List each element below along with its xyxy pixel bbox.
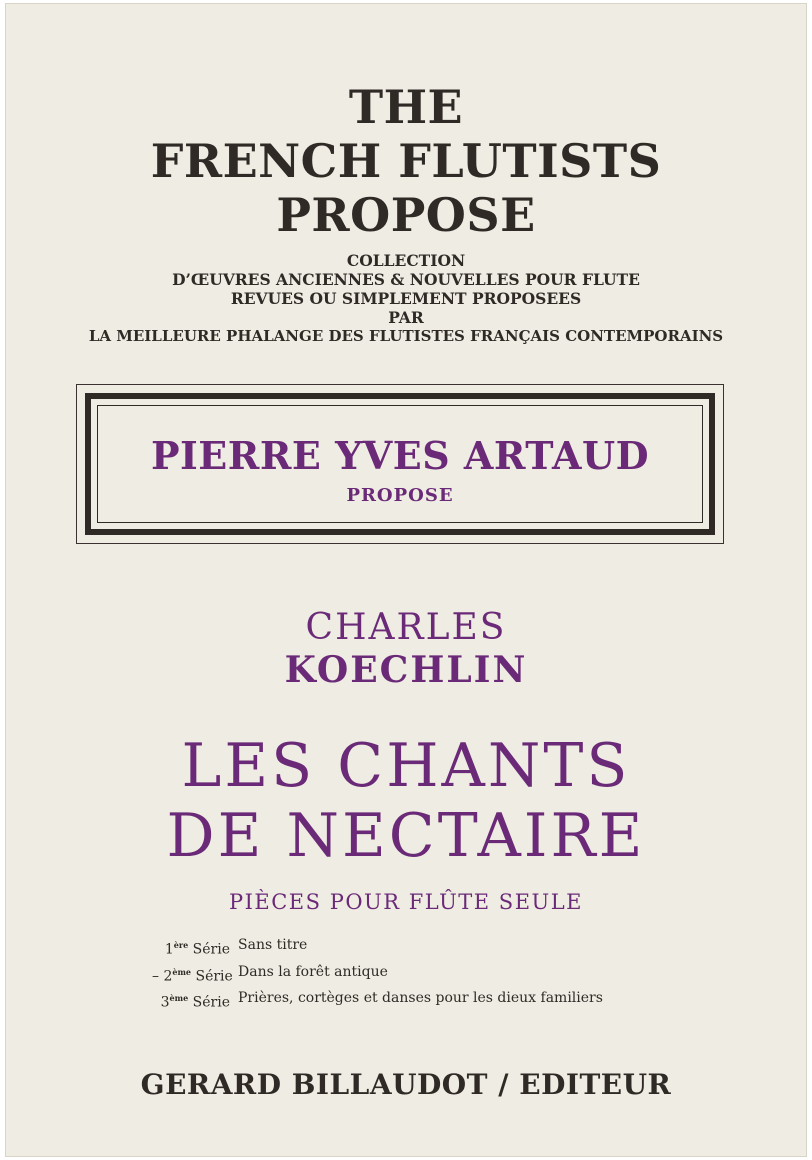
series-title	[6, 80, 806, 242]
series-title: Prières, cortèges et danses pour les dieux familiers	[238, 990, 603, 1007]
collection-line: COLLECTION	[346, 251, 466, 270]
composer-first-name: CHARLES	[305, 607, 507, 648]
work-subtitle: PIÈCES POUR FLÛTE SEULE	[228, 890, 583, 914]
series-ordinal: ème	[169, 993, 189, 1004]
series-number: 3	[160, 994, 170, 1011]
publisher: GERARD BILLAUDOT / EDITEUR	[140, 1068, 672, 1101]
composer-last-name: KOECHLIN	[284, 649, 528, 691]
collection-line: PAR	[388, 308, 424, 327]
series-title-line: THE	[348, 80, 464, 134]
collection-line: REVUES OU SIMPLEMENT PROPOSEES	[230, 289, 582, 308]
frame-border	[85, 393, 715, 535]
series-ordinal: ère	[173, 940, 189, 950]
work-title-line: DE NECTAIRE	[166, 801, 646, 871]
series-list	[152, 934, 603, 1014]
series-list-item	[152, 987, 603, 1014]
series-title-line: PROPOSE	[276, 188, 536, 242]
series-number: 2	[163, 968, 173, 985]
series-list-item	[152, 934, 603, 961]
series-list-item	[152, 961, 603, 988]
series-number: 1	[164, 941, 174, 958]
proposer-name: PIERRE YVES ARTAUD	[150, 433, 650, 478]
series-prefix: –	[152, 968, 159, 985]
series-word: Série	[192, 941, 230, 958]
series-title: Dans la forêt antique	[238, 963, 388, 980]
series-ordinal: ème	[172, 966, 192, 977]
score-cover	[6, 4, 806, 1156]
proposer-label: PROPOSE	[346, 485, 454, 506]
work-title-line: LES CHANTS	[181, 731, 631, 801]
series-word: Série	[192, 994, 230, 1011]
series-word: Série	[195, 968, 233, 985]
proposer-frame	[76, 384, 724, 544]
series-title: Sans titre	[238, 937, 308, 953]
collection-line: D’ŒUVRES ANCIENNES & NOUVELLES POUR FLUTE	[172, 270, 640, 289]
collection-line: LA MEILLEURE PHALANGE DES FLUTISTES FRANÇAIS CONTEMPORAINS	[88, 327, 724, 345]
series-title-line: FRENCH FLUTISTS	[150, 134, 662, 188]
